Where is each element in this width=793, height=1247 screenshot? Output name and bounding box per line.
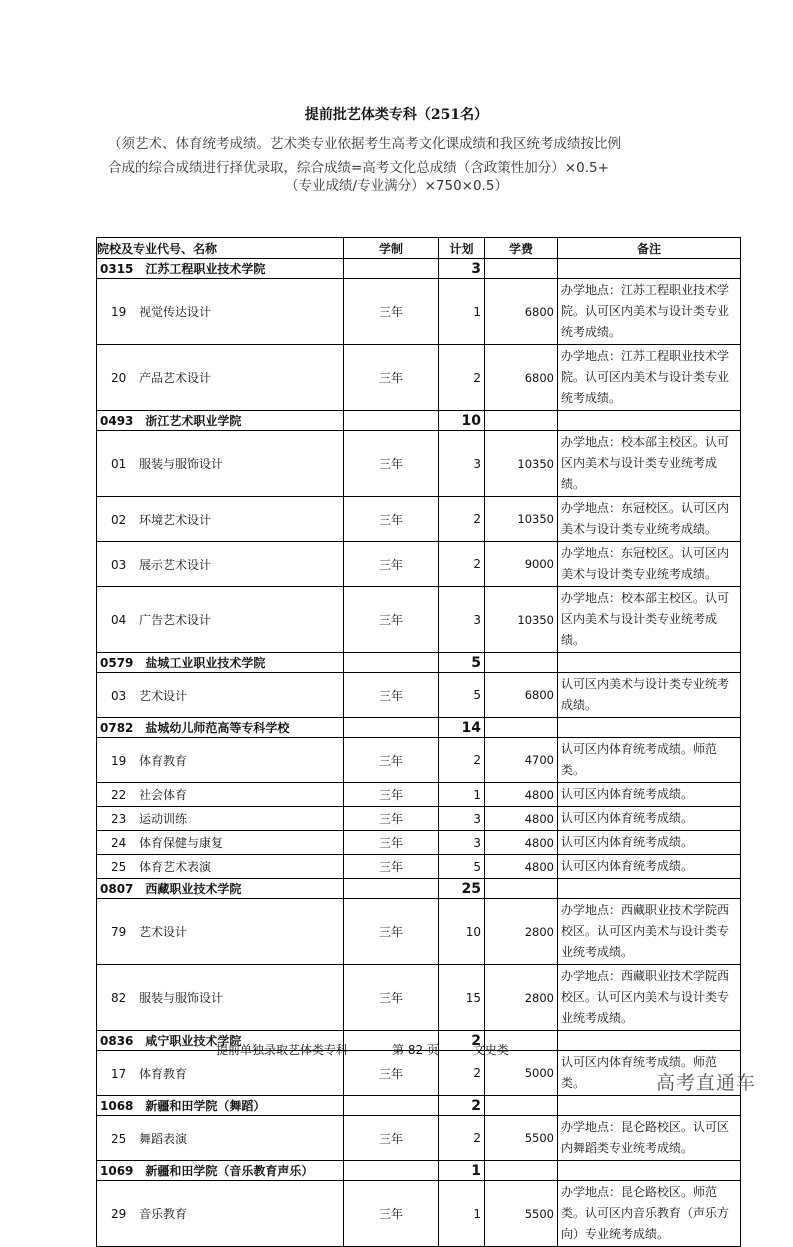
major-years: 三年	[344, 1051, 439, 1096]
school-plan: 2	[439, 1031, 485, 1051]
admission-table	[96, 237, 741, 1247]
major-row	[97, 965, 741, 1031]
major-row	[97, 279, 741, 345]
school-fee-cell	[485, 718, 558, 738]
school-name-cell	[97, 718, 344, 738]
major-plan: 2	[439, 542, 485, 587]
school-name: 盐城工业职业技术学院	[145, 656, 266, 670]
school-name: 盐城幼儿师范高等专科学校	[145, 721, 290, 735]
major-note: 办学地点：江苏工程职业技术学院。认可区内美术与设计类专业统考成绩。	[558, 345, 741, 411]
major-row	[97, 738, 741, 783]
major-row	[97, 783, 741, 807]
school-note-cell	[558, 1031, 741, 1051]
major-name-cell	[97, 899, 344, 965]
school-years-cell	[344, 1161, 439, 1181]
major-code: 04	[111, 613, 127, 627]
major-years: 三年	[344, 807, 439, 831]
major-fee: 10350	[485, 497, 558, 542]
major-name-cell	[97, 738, 344, 783]
footer-category: 文史类	[472, 1043, 509, 1057]
school-name: 咸宁职业技术学院	[145, 1034, 242, 1048]
major-note: 认可区内体育统考成绩。	[558, 807, 741, 831]
major-years: 三年	[344, 965, 439, 1031]
major-name-cell	[97, 587, 344, 653]
major-name: 运动训练	[139, 812, 188, 826]
school-plan: 10	[439, 411, 485, 431]
major-row	[97, 899, 741, 965]
major-fee: 4700	[485, 738, 558, 783]
major-years: 三年	[344, 831, 439, 855]
school-plan: 25	[439, 879, 485, 899]
school-row	[97, 718, 741, 738]
school-years-cell	[344, 1096, 439, 1116]
major-plan: 5	[439, 673, 485, 718]
major-note: 办学地点：西藏职业技术学院西校区。认可区内美术与设计类专业统考成绩。	[558, 965, 741, 1031]
major-years: 三年	[344, 431, 439, 497]
major-code: 82	[111, 991, 127, 1005]
school-name: 新疆和田学院（音乐教育声乐）	[145, 1164, 314, 1178]
school-code: 1069	[100, 1164, 134, 1178]
major-name: 体育艺术表演	[139, 860, 212, 874]
page-title: 提前批艺体类专科（251名）	[304, 107, 489, 123]
major-fee: 5500	[485, 1181, 558, 1247]
school-code: 0807	[100, 882, 134, 896]
major-name: 艺术设计	[139, 688, 188, 703]
school-code: 0493	[100, 414, 134, 428]
major-row	[97, 1181, 741, 1247]
major-name: 产品艺术设计	[139, 371, 212, 385]
major-fee: 5500	[485, 1116, 558, 1161]
major-name: 服装与服饰设计	[139, 457, 224, 471]
major-fee: 6800	[485, 673, 558, 718]
major-row	[97, 587, 741, 653]
major-plan: 3	[439, 807, 485, 831]
intro-line-3: （专业成绩/专业满分）×750×0.5）	[285, 178, 508, 194]
intro-line-2: 合成的综合成绩进行择优录取，综合成绩=高考文化总成绩（含政策性加分）×0.5+	[108, 160, 609, 176]
major-row	[97, 431, 741, 497]
major-plan: 3	[439, 831, 485, 855]
major-fee: 2800	[485, 965, 558, 1031]
major-years: 三年	[344, 587, 439, 653]
major-fee: 2800	[485, 899, 558, 965]
major-plan: 2	[439, 1051, 485, 1096]
major-name: 服装与服饰设计	[139, 991, 224, 1005]
school-code: 0782	[100, 721, 134, 735]
major-row	[97, 497, 741, 542]
major-note: 办学地点：东冠校区。认可区内美术与设计类专业统考成绩。	[558, 497, 741, 542]
major-note: 认可区内美术与设计类专业统考成绩。	[558, 673, 741, 718]
major-name-cell	[97, 345, 344, 411]
intro-line-1: （须艺术、体育统考成绩。艺术类专业依据考生高考文化课成绩和我区统考成绩按比例	[108, 136, 621, 152]
page-footer	[216, 1041, 509, 1058]
major-note: 办学地点：校本部主校区。认可区内美术与设计类专业统考成绩。	[558, 587, 741, 653]
school-years-cell	[344, 653, 439, 673]
major-note: 办学地点：校本部主校区。认可区内美术与设计类专业统考成绩。	[558, 431, 741, 497]
school-name-cell	[97, 653, 344, 673]
school-code: 0579	[100, 656, 134, 670]
footer-page-number: 第 82 页	[392, 1043, 439, 1057]
major-code: 22	[111, 788, 127, 802]
major-note: 认可区内体育统考成绩。师范类。	[558, 1051, 741, 1096]
major-code: 03	[111, 557, 127, 572]
major-years: 三年	[344, 1181, 439, 1247]
school-row	[97, 411, 741, 431]
major-fee: 4800	[485, 855, 558, 879]
major-plan: 15	[439, 965, 485, 1031]
school-note-cell	[558, 653, 741, 673]
major-row	[97, 831, 741, 855]
school-name-cell	[97, 411, 344, 431]
header-plan: 计划	[439, 238, 485, 259]
school-name: 江苏工程职业技术学院	[145, 262, 266, 276]
major-fee: 4800	[485, 783, 558, 807]
major-code: 20	[111, 371, 127, 385]
major-name: 广告艺术设计	[139, 613, 212, 627]
major-code: 19	[111, 305, 127, 319]
major-fee: 6800	[485, 345, 558, 411]
school-plan: 14	[439, 718, 485, 738]
major-name-cell	[97, 1116, 344, 1161]
footer-section: 提前单独录取艺体类专科	[216, 1043, 349, 1057]
major-years: 三年	[344, 1116, 439, 1161]
school-code: 0315	[100, 262, 134, 276]
major-note: 认可区内体育统考成绩。	[558, 783, 741, 807]
school-note-cell	[558, 879, 741, 899]
major-fee: 10350	[485, 431, 558, 497]
school-row	[97, 653, 741, 673]
major-code: 17	[111, 1066, 127, 1081]
major-name-cell	[97, 783, 344, 807]
school-name: 新疆和田学院（舞蹈）	[145, 1099, 266, 1113]
school-name: 西藏职业技术学院	[145, 882, 242, 896]
major-code: 01	[111, 457, 127, 471]
major-plan: 3	[439, 587, 485, 653]
major-plan: 3	[439, 431, 485, 497]
header-years: 学制	[344, 238, 439, 259]
major-plan: 10	[439, 899, 485, 965]
major-name-cell	[97, 965, 344, 1031]
school-row	[97, 259, 741, 279]
major-plan: 5	[439, 855, 485, 879]
major-fee: 5000	[485, 1051, 558, 1096]
major-name: 体育教育	[139, 753, 188, 768]
major-name-cell	[97, 497, 344, 542]
major-note: 办学地点：西藏职业技术学院西校区。认可区内美术与设计类专业统考成绩。	[558, 899, 741, 965]
major-row	[97, 542, 741, 587]
school-fee-cell	[485, 879, 558, 899]
major-code: 25	[111, 860, 127, 874]
major-note: 办学地点：昆仑路校区。认可区内舞蹈类专业统考成绩。	[558, 1116, 741, 1161]
school-plan: 5	[439, 653, 485, 673]
school-name-cell	[97, 259, 344, 279]
major-note: 认可区内体育统考成绩。师范类。	[558, 738, 741, 783]
school-note-cell	[558, 1161, 741, 1181]
major-row	[97, 1116, 741, 1161]
school-plan: 1	[439, 1161, 485, 1181]
major-years: 三年	[344, 783, 439, 807]
school-fee-cell	[485, 259, 558, 279]
major-code: 24	[111, 836, 127, 850]
school-note-cell	[558, 411, 741, 431]
school-plan: 2	[439, 1096, 485, 1116]
school-row	[97, 1096, 741, 1116]
school-name-cell	[97, 1161, 344, 1181]
major-name-cell	[97, 1181, 344, 1247]
major-code: 02	[111, 512, 127, 527]
major-name: 视觉传达设计	[139, 305, 212, 319]
school-fee-cell	[485, 1096, 558, 1116]
major-code: 19	[111, 753, 127, 768]
school-years-cell	[344, 259, 439, 279]
school-fee-cell	[485, 653, 558, 673]
major-code: 29	[111, 1207, 127, 1221]
school-years-cell	[344, 879, 439, 899]
major-years: 三年	[344, 738, 439, 783]
major-name-cell	[97, 831, 344, 855]
major-code: 23	[111, 812, 127, 826]
major-years: 三年	[344, 673, 439, 718]
table-header-row	[97, 238, 741, 259]
major-plan: 2	[439, 345, 485, 411]
major-name: 舞蹈表演	[139, 1131, 188, 1146]
major-name-cell	[97, 542, 344, 587]
header-notes: 备注	[558, 238, 741, 259]
major-note: 办学地点：江苏工程职业技术学院。认可区内美术与设计类专业统考成绩。	[558, 279, 741, 345]
school-years-cell	[344, 411, 439, 431]
school-name-cell	[97, 879, 344, 899]
major-code: 03	[111, 688, 127, 703]
school-name: 浙江艺术职业学院	[145, 414, 242, 428]
major-name: 展示艺术设计	[139, 557, 212, 572]
school-note-cell	[558, 1096, 741, 1116]
major-row	[97, 855, 741, 879]
major-plan: 1	[439, 279, 485, 345]
major-name-cell	[97, 431, 344, 497]
major-name: 音乐教育	[139, 1207, 188, 1221]
major-name-cell	[97, 855, 344, 879]
major-fee: 6800	[485, 279, 558, 345]
major-name: 体育教育	[139, 1066, 188, 1081]
major-years: 三年	[344, 855, 439, 879]
major-name-cell	[97, 279, 344, 345]
school-code: 0836	[100, 1034, 134, 1048]
major-fee: 9000	[485, 542, 558, 587]
major-fee: 10350	[485, 587, 558, 653]
major-name: 环境艺术设计	[139, 512, 212, 527]
school-years-cell	[344, 718, 439, 738]
major-row	[97, 673, 741, 718]
major-row	[97, 345, 741, 411]
school-fee-cell	[485, 411, 558, 431]
major-note: 认可区内体育统考成绩。	[558, 831, 741, 855]
major-note: 办学地点：昆仑路校区。师范类。认可区内音乐教育（声乐方向）专业统考成绩。	[558, 1181, 741, 1247]
watermark: 高考直通车	[656, 1072, 757, 1094]
major-years: 三年	[344, 899, 439, 965]
major-name-cell	[97, 673, 344, 718]
header-school: 院校及专业代号、名称	[97, 238, 344, 259]
school-plan: 3	[439, 259, 485, 279]
major-code: 79	[111, 925, 127, 939]
header-fee: 学费	[485, 238, 558, 259]
major-name-cell	[97, 807, 344, 831]
major-row	[97, 807, 741, 831]
school-fee-cell	[485, 1161, 558, 1181]
major-name: 艺术设计	[139, 925, 188, 939]
major-years: 三年	[344, 345, 439, 411]
major-code: 25	[111, 1131, 127, 1146]
major-note: 办学地点：东冠校区。认可区内美术与设计类专业统考成绩。	[558, 542, 741, 587]
school-note-cell	[558, 718, 741, 738]
school-note-cell	[558, 259, 741, 279]
school-row	[97, 1161, 741, 1181]
major-fee: 4800	[485, 807, 558, 831]
major-years: 三年	[344, 279, 439, 345]
major-note: 认可区内体育统考成绩。	[558, 855, 741, 879]
school-code: 1068	[100, 1099, 134, 1113]
major-name: 社会体育	[139, 788, 188, 802]
major-years: 三年	[344, 542, 439, 587]
major-plan: 2	[439, 1116, 485, 1161]
major-plan: 2	[439, 497, 485, 542]
major-fee: 4800	[485, 831, 558, 855]
major-plan: 1	[439, 1181, 485, 1247]
school-name-cell	[97, 1096, 344, 1116]
major-years: 三年	[344, 497, 439, 542]
school-row	[97, 879, 741, 899]
major-plan: 2	[439, 738, 485, 783]
major-name: 体育保健与康复	[139, 836, 224, 850]
major-plan: 1	[439, 783, 485, 807]
